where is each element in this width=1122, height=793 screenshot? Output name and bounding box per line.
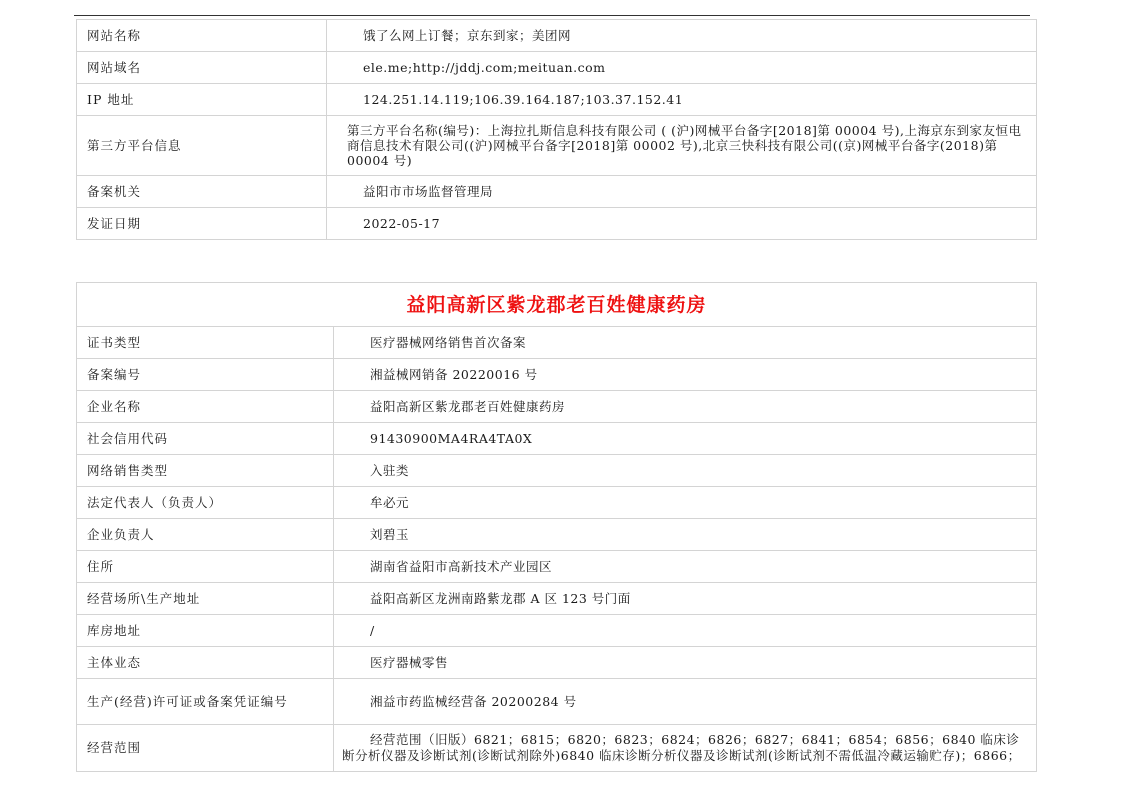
table-row	[77, 359, 1037, 391]
table-row	[77, 423, 1037, 455]
table-row	[77, 487, 1037, 519]
record-table-2	[76, 282, 1037, 772]
table-row	[77, 615, 1037, 647]
row-value: /	[334, 615, 1037, 647]
row-value: 2022-05-17	[327, 208, 1037, 240]
table-row	[77, 519, 1037, 551]
row-label: 生产(经营)许可证或备案凭证编号	[77, 679, 334, 725]
row-label: 住所	[77, 551, 334, 583]
top-rule	[74, 15, 1030, 16]
row-value: 医疗器械网络销售首次备案	[334, 327, 1037, 359]
row-value: 医疗器械零售	[334, 647, 1037, 679]
row-value: 牟必元	[334, 487, 1037, 519]
table-row	[77, 116, 1037, 176]
row-value: 入驻类	[334, 455, 1037, 487]
title-row	[77, 283, 1037, 327]
row-value: 益阳市市场监督管理局	[327, 176, 1037, 208]
row-label: 企业负责人	[77, 519, 334, 551]
table-row	[77, 679, 1037, 725]
row-value: 湘益市药监械经营备 20200284 号	[334, 679, 1037, 725]
row-value: 第三方平台名称(编号)：上海拉扎斯信息科技有限公司 ( (沪)网械平台备字[2018]第 00004 号),上海京东到家友恒电商信息技术有限公司((沪)网械平台备字[2018]第 00002 号),北京三快科技有限公司((京)网械平台备字(2018)第 00004 号)	[327, 116, 1037, 176]
row-label: 网站名称	[77, 20, 327, 52]
table-row	[77, 583, 1037, 615]
row-label: 法定代表人（负责人）	[77, 487, 334, 519]
row-label: 社会信用代码	[77, 423, 334, 455]
record-title: 益阳高新区紫龙郡老百姓健康药房	[77, 283, 1037, 327]
row-value: 91430900MA4RA4TA0X	[334, 423, 1037, 455]
table-row	[77, 20, 1037, 52]
row-value: 湖南省益阳市高新技术产业园区	[334, 551, 1037, 583]
row-label: 网站域名	[77, 52, 327, 84]
table-row	[77, 84, 1037, 116]
table-row	[77, 391, 1037, 423]
table-row	[77, 455, 1037, 487]
row-label: 备案机关	[77, 176, 327, 208]
row-value	[334, 725, 1037, 772]
row-value: 刘碧玉	[334, 519, 1037, 551]
row-label: IP 地址	[77, 84, 327, 116]
record-table-1	[76, 19, 1037, 240]
row-label: 第三方平台信息	[77, 116, 327, 176]
row-label: 经营场所\生产地址	[77, 583, 334, 615]
table-row	[77, 551, 1037, 583]
table-row	[77, 647, 1037, 679]
row-label: 库房地址	[77, 615, 334, 647]
row-value: 饿了么网上订餐；京东到家；美团网	[327, 20, 1037, 52]
row-value: ele.me;http://jddj.com;meituan.com	[327, 52, 1037, 84]
row-label: 网络销售类型	[77, 455, 334, 487]
row-value: 湘益械网销备 20220016 号	[334, 359, 1037, 391]
row-value: 124.251.14.119;106.39.164.187;103.37.152.41	[327, 84, 1037, 116]
table-row	[77, 327, 1037, 359]
row-label: 备案编号	[77, 359, 334, 391]
row-value: 益阳高新区紫龙郡老百姓健康药房	[334, 391, 1037, 423]
row-label: 发证日期	[77, 208, 327, 240]
table-row	[77, 176, 1037, 208]
table-row	[77, 725, 1037, 772]
table-row	[77, 52, 1037, 84]
row-label: 经营范围	[77, 725, 334, 772]
business-scope-text: 经营范围（旧版）6821；6815；6820；6823；6824；6826；6827；6841；6854；6856；6840 临床诊断分析仪器及诊断试剂(诊断试剂除外)6840 临床诊断分析仪器及诊断试剂(诊断试剂不需低温冷藏运输贮存)；6866；	[342, 732, 1021, 763]
row-value: 益阳高新区龙洲南路紫龙郡 A 区 123 号门面	[334, 583, 1037, 615]
row-label: 证书类型	[77, 327, 334, 359]
row-label: 企业名称	[77, 391, 334, 423]
table-row	[77, 208, 1037, 240]
row-label: 主体业态	[77, 647, 334, 679]
